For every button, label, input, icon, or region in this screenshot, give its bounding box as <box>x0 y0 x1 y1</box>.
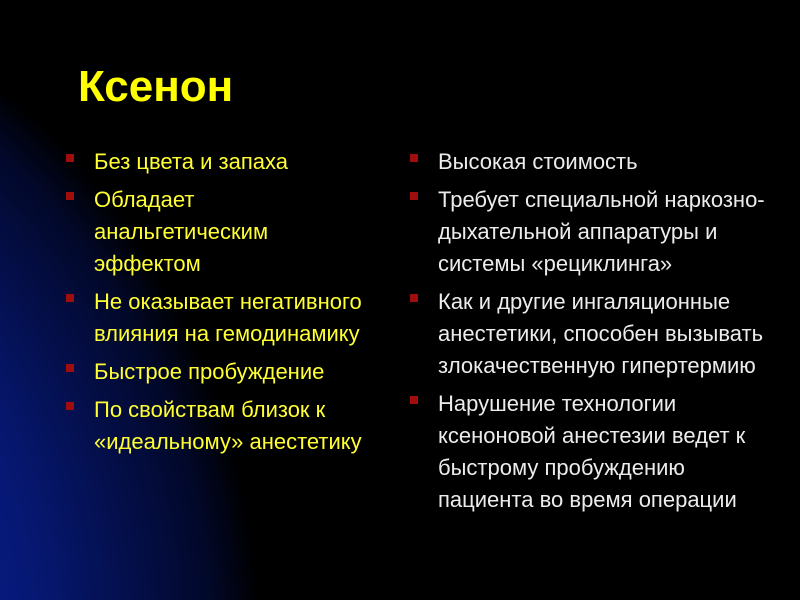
list-item <box>66 356 376 388</box>
bullet-icon <box>66 364 74 372</box>
bullet-icon <box>410 154 418 162</box>
list-item <box>410 286 770 382</box>
list-item <box>410 184 770 280</box>
item-text: Обладает анальгетическим эффектом <box>94 187 269 276</box>
bullet-icon <box>66 402 74 410</box>
advantages-list <box>66 146 376 464</box>
slide-title: Ксенон <box>78 62 234 111</box>
item-text: Как и другие ингаляционные анестетики, способен вызывать злокачественную гипертермию <box>438 289 764 378</box>
list-item <box>66 146 376 178</box>
bullet-icon <box>410 192 418 200</box>
item-text: Не оказывает негативного влияния на гемодинамику <box>94 289 362 346</box>
bullet-icon <box>66 294 74 302</box>
bullet-icon <box>66 154 74 162</box>
item-text: Быстрое пробуждение <box>94 359 325 384</box>
bullet-icon <box>66 192 74 200</box>
item-text: По свойствам близок к «идеальному» анестетику <box>94 397 362 454</box>
disadvantages-list <box>410 146 770 522</box>
list-item <box>410 388 770 516</box>
list-item <box>410 146 770 178</box>
item-text: Нарушение технологии ксеноновой анестезии ведет к быстрому пробуждению пациента во время операции <box>438 391 746 512</box>
list-item <box>66 286 376 350</box>
bullet-icon <box>410 396 418 404</box>
list-item <box>66 394 376 458</box>
item-text: Высокая стоимость <box>438 149 638 174</box>
item-text: Требует специальной наркозно-дыхательной аппаратуры и системы «рециклинга» <box>438 187 765 276</box>
list-item <box>66 184 294 280</box>
bullet-icon <box>410 294 418 302</box>
item-text: Без цвета и запаха <box>94 149 288 174</box>
